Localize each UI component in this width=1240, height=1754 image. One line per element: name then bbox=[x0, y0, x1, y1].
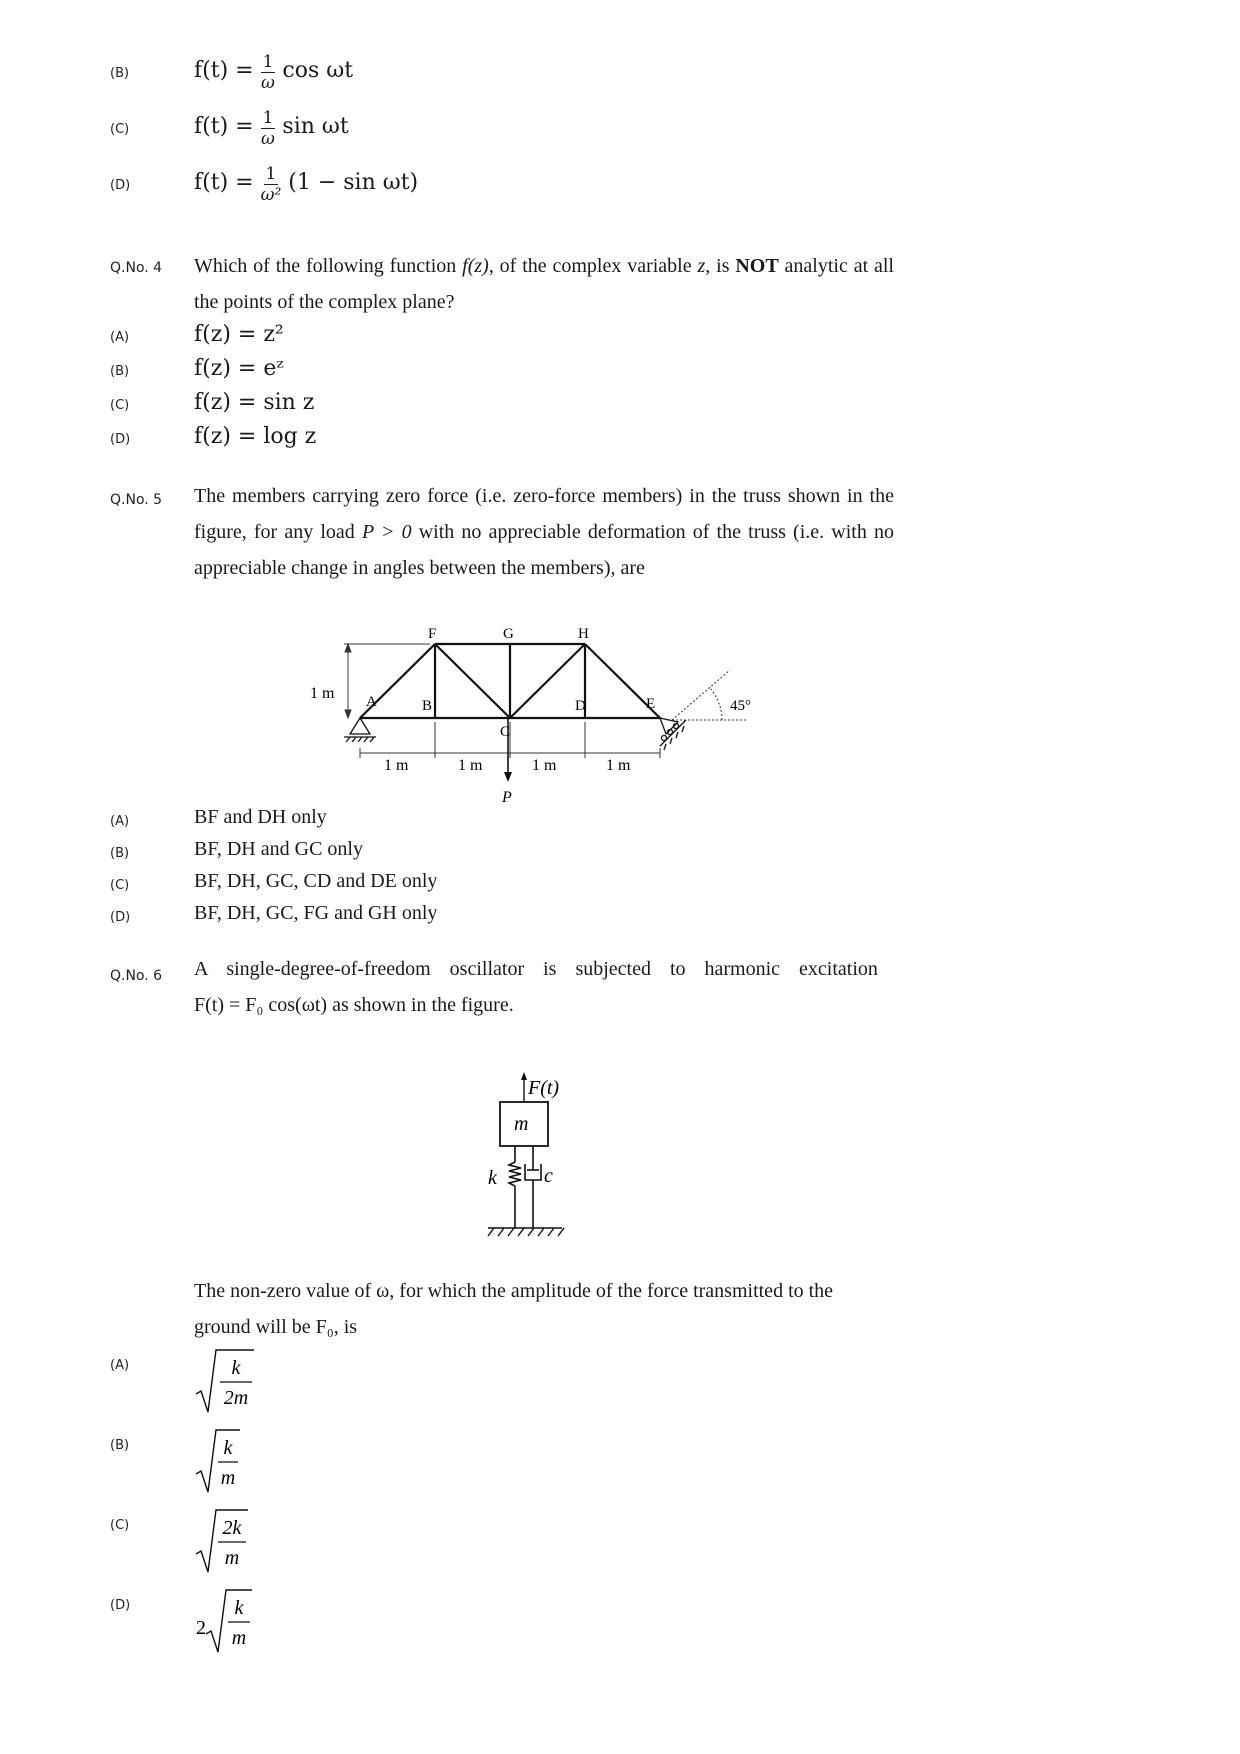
force-label: F(t) bbox=[528, 1077, 560, 1099]
inclined-roller-support-icon bbox=[660, 718, 686, 750]
q6-option-b bbox=[194, 1426, 244, 1496]
node-a-label: A bbox=[366, 694, 377, 710]
q3d-rhs: (1 − sin ωt) bbox=[288, 170, 419, 196]
q3b-fraction: $\frac{1}{\omega}$ bbox=[261, 52, 275, 93]
spring-icon bbox=[509, 1146, 521, 1228]
node-c-label: C bbox=[500, 724, 511, 740]
q3-option-d bbox=[194, 164, 418, 205]
q6-followup-line2: ground will be F₀, is bbox=[194, 1316, 358, 1338]
q6-option-d-label: (D) bbox=[110, 1598, 131, 1613]
spring-label: k bbox=[488, 1167, 497, 1189]
q6-option-a-label: (A) bbox=[110, 1358, 130, 1373]
q5-option-b: BF, DH and GC only bbox=[194, 838, 363, 860]
svg-text:m: m bbox=[231, 1627, 247, 1649]
q5-option-a-label: (A) bbox=[110, 814, 130, 829]
member-fc bbox=[435, 644, 510, 718]
node-b-label: B bbox=[422, 698, 433, 714]
svg-text:k: k bbox=[234, 1597, 244, 1619]
q3b-lhs: f(t) = bbox=[194, 58, 254, 84]
node-h-label: H bbox=[578, 626, 589, 642]
force-arrow-icon bbox=[521, 1072, 527, 1102]
q3d-lhs: f(t) = bbox=[194, 170, 254, 196]
q3-option-c bbox=[194, 108, 349, 149]
q6-option-a bbox=[194, 1346, 254, 1416]
q4-option-b: f(z) = eᶻ bbox=[194, 356, 284, 381]
q4-option-d: f(z) = log z bbox=[194, 424, 317, 449]
q4-number: Q.No. 4 bbox=[110, 260, 163, 276]
damper-icon bbox=[525, 1146, 541, 1228]
node-d-label: D bbox=[575, 698, 586, 714]
member-ch bbox=[510, 644, 585, 718]
svg-text:k: k bbox=[223, 1437, 233, 1459]
q3-option-b bbox=[194, 52, 353, 93]
damper-label: c bbox=[544, 1165, 553, 1187]
svg-text:2: 2 bbox=[196, 1617, 206, 1639]
oscillator-figure bbox=[470, 1070, 600, 1250]
height-label: 1 m bbox=[310, 685, 335, 702]
q5-option-c: BF, DH, GC, CD and DE only bbox=[194, 870, 438, 892]
node-g-label: G bbox=[503, 626, 514, 642]
ground-icon bbox=[488, 1228, 564, 1236]
svg-text:m: m bbox=[224, 1547, 240, 1569]
span-label-1: 1 m bbox=[384, 757, 409, 774]
q5-question: The members carrying zero force (i.e. zero-force members) in the truss shown in the figure, for any load P > 0 with no appreciable deformation of the truss (i.e. with no appreciable change in angles between the members), are bbox=[194, 485, 894, 579]
svg-text:m: m bbox=[220, 1467, 236, 1489]
svg-text:2m: 2m bbox=[223, 1387, 249, 1409]
node-f-label: F bbox=[428, 626, 437, 642]
q6-number: Q.No. 6 bbox=[110, 968, 163, 984]
svg-text:k: k bbox=[231, 1357, 241, 1379]
span-label-3: 1 m bbox=[532, 757, 557, 774]
q3c-rhs: sin ωt bbox=[282, 114, 349, 140]
q5-option-d-label: (D) bbox=[110, 910, 131, 925]
q4-option-c-label: (C) bbox=[110, 398, 130, 413]
q5-option-b-label: (B) bbox=[110, 846, 130, 861]
q4-option-a: f(z) = z² bbox=[194, 322, 284, 347]
span-dimension bbox=[360, 722, 660, 758]
q3-option-c-label: (C) bbox=[110, 122, 130, 137]
svg-text:2k: 2k bbox=[222, 1517, 242, 1539]
q3-option-b-label: (B) bbox=[110, 66, 130, 81]
q6-option-c bbox=[194, 1506, 250, 1576]
q6-question-line2: F(t) = F₀ cos(ωt) as shown in the figure. bbox=[194, 994, 514, 1016]
q6-question-line1: A single-degree-of-freedom oscillator is subjected to harmonic excitation bbox=[194, 958, 878, 980]
q6-followup-line1: The non-zero value of ω, for which the amplitude of the force transmitted to the bbox=[194, 1280, 834, 1302]
load-label: P bbox=[502, 789, 512, 806]
span-label-4: 1 m bbox=[606, 757, 631, 774]
q4-option-d-label: (D) bbox=[110, 432, 131, 447]
q5-option-c-label: (C) bbox=[110, 878, 130, 893]
span-label-2: 1 m bbox=[458, 757, 483, 774]
q4-option-a-label: (A) bbox=[110, 330, 130, 345]
truss-figure bbox=[300, 610, 760, 810]
mass-label: m bbox=[514, 1113, 529, 1135]
sqrt-icon bbox=[194, 1586, 256, 1656]
q6-option-b-label: (B) bbox=[110, 1438, 130, 1453]
height-dimension bbox=[344, 644, 433, 718]
q4-option-b-label: (B) bbox=[110, 364, 130, 379]
angle-label: 45° bbox=[730, 698, 751, 714]
q5-option-a: BF and DH only bbox=[194, 806, 327, 828]
q4-question: Which of the following function f(z), of the complex variable z, is NOT analytic at all the points of the complex plane? bbox=[194, 255, 894, 313]
q3d-fraction: $\frac{1}{\text{ω²}}$ bbox=[260, 164, 282, 205]
q4-option-c: f(z) = sin z bbox=[194, 390, 315, 415]
node-e-label: E bbox=[646, 696, 656, 712]
sqrt-icon bbox=[194, 1426, 244, 1496]
sqrt-icon bbox=[194, 1346, 254, 1416]
q3b-rhs: cos ωt bbox=[282, 58, 354, 84]
sqrt-icon bbox=[194, 1506, 250, 1576]
q3c-fraction: $\frac{1}{\omega}$ bbox=[261, 108, 275, 149]
q6-option-d bbox=[194, 1586, 256, 1656]
q5-option-d: BF, DH, GC, FG and GH only bbox=[194, 902, 438, 924]
q3-option-d-label: (D) bbox=[110, 178, 131, 193]
q5-number: Q.No. 5 bbox=[110, 492, 163, 508]
q6-option-c-label: (C) bbox=[110, 1518, 130, 1533]
pin-support-icon bbox=[344, 718, 376, 742]
q3c-lhs: f(t) = bbox=[194, 114, 254, 140]
